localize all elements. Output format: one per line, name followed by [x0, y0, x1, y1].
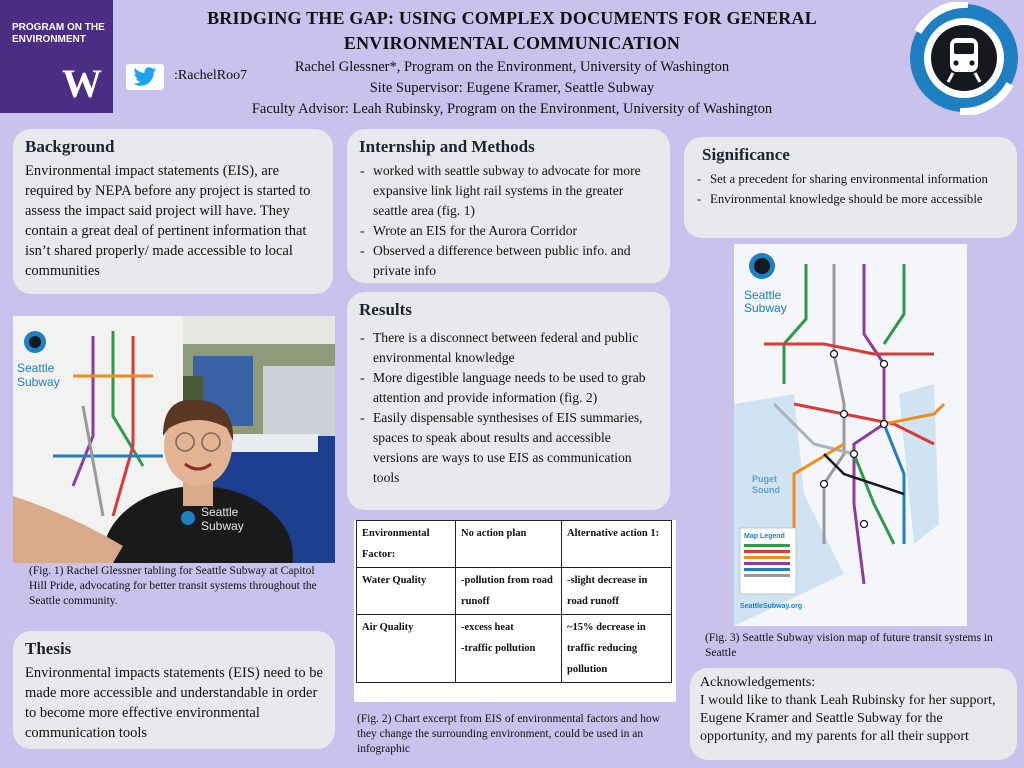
results-list — [359, 328, 658, 488]
background-section — [13, 129, 333, 294]
twitter-handle[interactable]: :RachelRoo7 — [174, 68, 248, 83]
list-item: - Wrote an EIS for the Aurora Corridor — [359, 221, 658, 241]
table-cell: ~15% decrease in traffic reducing pollution — [562, 615, 672, 683]
water-label-2: Sound — [752, 485, 780, 495]
table-row — [357, 615, 672, 683]
fig3-caption: (Fig. 3) Seattle Subway vision map of future transit systems in Seattle — [705, 632, 993, 659]
title-line-2: ENVIRONMENTAL COMMUNICATION — [343, 33, 681, 53]
significance-heading: Significance — [702, 145, 790, 164]
results-heading: Results — [359, 300, 412, 319]
map-website: SeattleSubway.org — [740, 603, 803, 610]
internship-heading: Internship and Methods — [359, 137, 535, 156]
shirt-text-subway: Subway — [201, 519, 244, 533]
table-cell: Air Quality — [357, 615, 456, 683]
list-item: - Easily dispensable synthesises of EIS summaries, spaces to speak about results and accessible versions are ways to use EIS as communication tools — [359, 408, 658, 488]
author-line: Rachel Glessner*, Program on the Environment, University of Washington — [294, 59, 730, 75]
map-brand-seattle: Seattle — [744, 288, 782, 302]
table-header-row — [357, 521, 672, 568]
logo-line-1: PROGRAM ON THE — [12, 22, 105, 33]
list-item: - More digestible language needs to be used to grab attention and provide information (fig. 2) — [359, 368, 658, 408]
title-line-1: BRIDGING THE GAP: USING COMPLEX DOCUMENTS FOR GENERAL — [207, 8, 817, 28]
fig3-transit-map — [734, 244, 967, 626]
results-section — [347, 292, 670, 510]
list-item: - Observed a difference between public info. and private info — [359, 241, 658, 281]
fig1-caption: (Fig. 1) Rachel Glessner tabling for Seattle Subway at Capitol Hill Pride, advocating for better transit systems throughout the Seattle community. — [29, 565, 317, 607]
twitter-icon[interactable] — [126, 64, 164, 90]
uw-program-logo — [0, 0, 113, 113]
seattle-subway-logo — [908, 2, 1021, 115]
table-cell: -pollution from road runoff — [456, 568, 562, 615]
table-header: Alternative action 1: — [562, 521, 672, 568]
map-brand-subway: Subway — [744, 301, 787, 315]
list-item: - There is a disconnect between federal and public environmental knowledge — [359, 328, 658, 368]
internship-section — [347, 129, 670, 283]
table-cell: -excess heat -traffic pollution — [456, 615, 562, 683]
significance-list — [696, 169, 1005, 209]
internship-list — [359, 161, 658, 281]
thesis-body: Environmental impacts statements (EIS) need to be made more accessible and understandable in order to become more effective environmental communication tools — [25, 665, 323, 741]
fig2-caption: (Fig. 2) Chart excerpt from EIS of environmental factors and how they change the surrounding environment, could be used in an infographic — [357, 713, 661, 755]
table-cell: -slight decrease in road runoff — [562, 568, 672, 615]
acknowledgements-section — [690, 668, 1017, 760]
table-header: No action plan — [456, 521, 562, 568]
fig2-table — [354, 520, 676, 702]
thesis-heading: Thesis — [25, 639, 72, 658]
table-row — [357, 568, 672, 615]
sign-text-seattle: Seattle — [17, 361, 55, 375]
list-item: - Environmental knowledge should be more accessible — [696, 189, 1005, 209]
background-body: Environmental impact statements (EIS), are required by NEPA before any project is started to assess the impact said project will have. They contain a great deal of pertinent information that isn’t shared properly/ made accessible to local communities — [25, 163, 311, 279]
table-cell: Water Quality — [357, 568, 456, 615]
fig1-photo — [13, 316, 335, 563]
poster-title — [170, 6, 854, 56]
supervisor-line: Site Supervisor: Eugene Kramer, Seattle Subway — [369, 80, 655, 96]
table-header: Environmental Factor: — [357, 521, 456, 568]
acknowledgements-heading: Acknowledgements: — [700, 675, 816, 690]
map-legend-title: Map Legend — [744, 533, 785, 540]
thesis-section — [13, 631, 335, 749]
list-item: - worked with seattle subway to advocate for more expansive link light rail systems in the greater seattle area (fig. 1) — [359, 161, 658, 221]
water-label-1: Puget — [752, 474, 778, 484]
background-heading: Background — [25, 137, 115, 156]
acknowledgements-body: I would like to thank Leah Rubinsky for her support, Eugene Kramer and Seattle Subway for the opportunity, and my parents for all their support — [700, 693, 996, 744]
uw-w-logo: W — [62, 61, 102, 106]
significance-section — [684, 137, 1017, 238]
sign-text-subway: Subway — [17, 375, 60, 389]
advisor-line: Faculty Advisor: Leah Rubinsky, Program on the Environment, University of Washington — [251, 101, 773, 117]
shirt-text-seattle: Seattle — [201, 505, 239, 519]
logo-line-2: ENVIRONMENT — [12, 34, 86, 45]
list-item: - Set a precedent for sharing environmental information — [696, 169, 1005, 189]
